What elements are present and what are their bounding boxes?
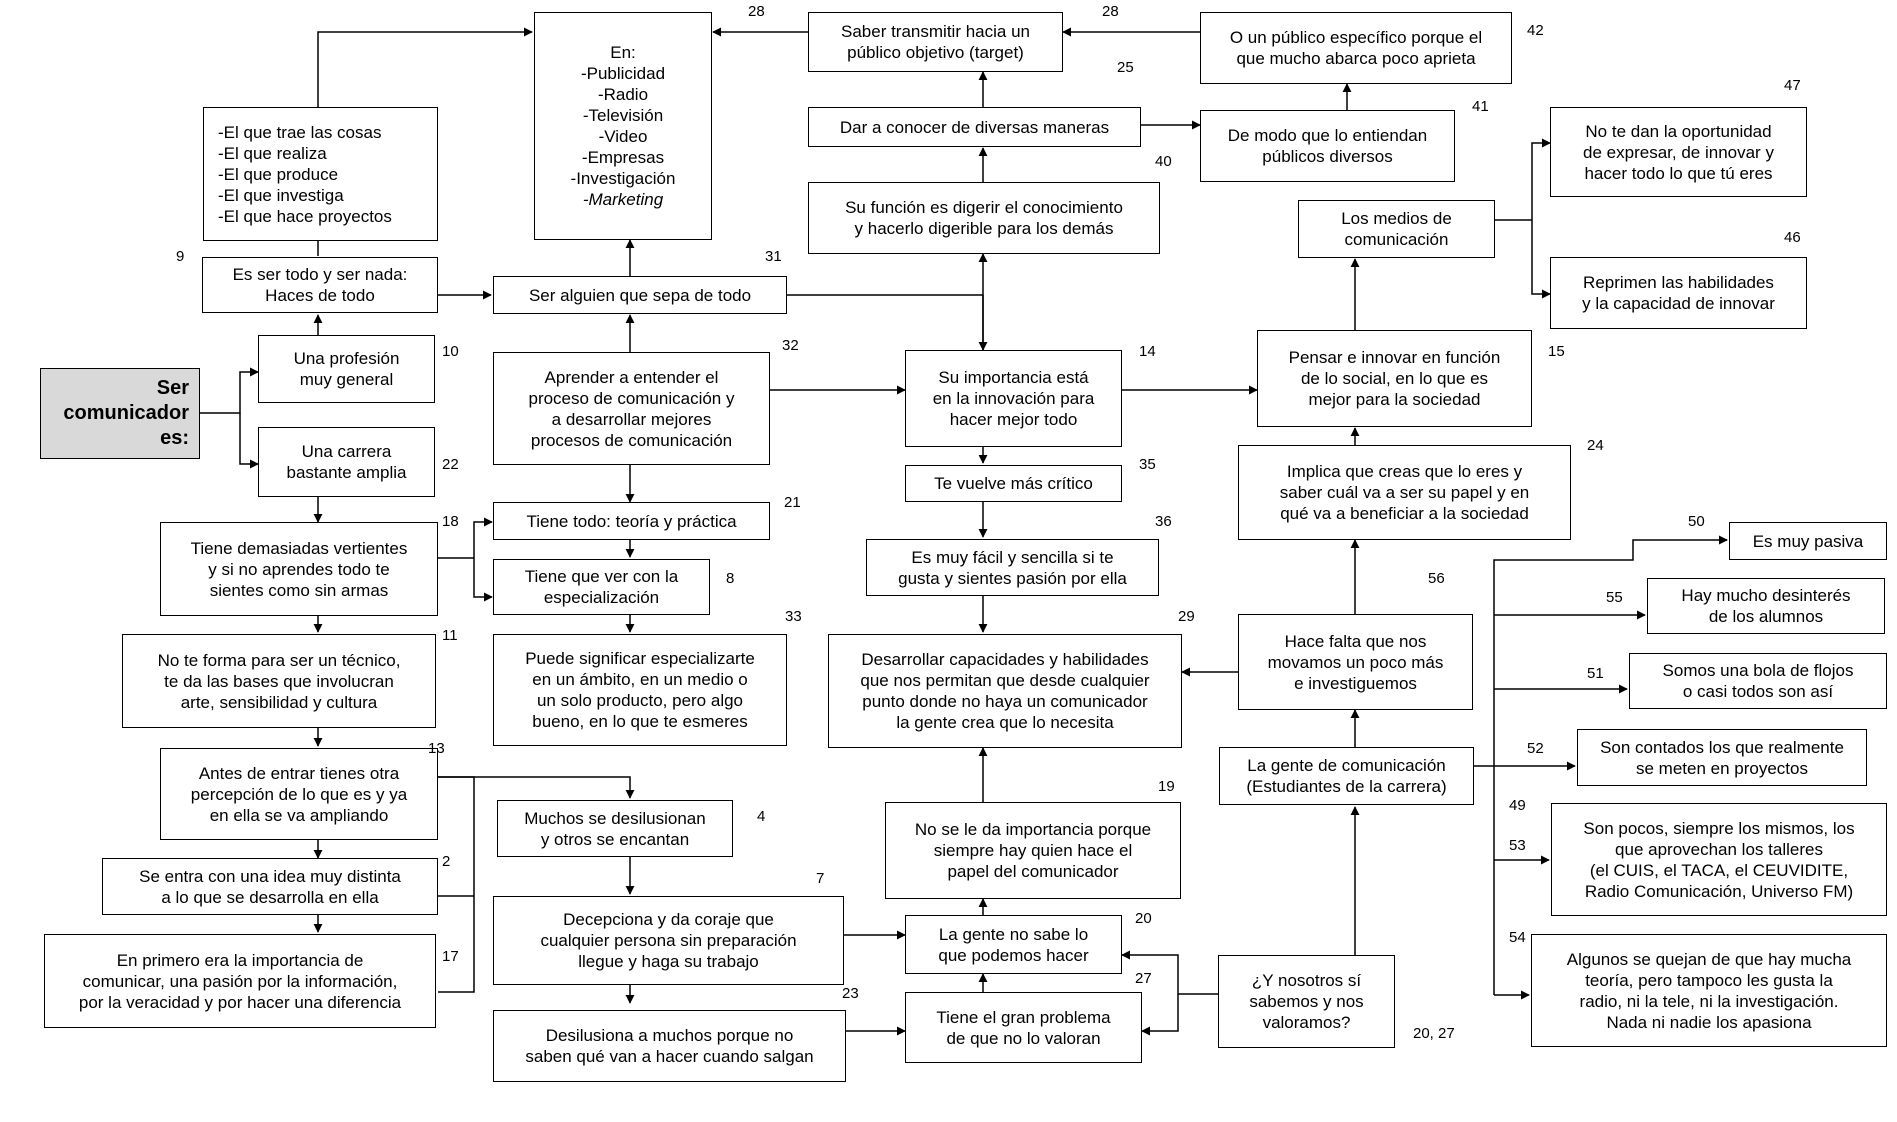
box-line: Es muy pasiva bbox=[1752, 531, 1864, 551]
box-muy-pasiva bbox=[1729, 522, 1887, 560]
edge-percepcion-desilusionan bbox=[438, 777, 630, 798]
box-line: -Marketing bbox=[582, 190, 664, 209]
box-el-que bbox=[203, 107, 438, 241]
box-ser-comunicador bbox=[40, 368, 200, 459]
box-especializacion bbox=[493, 559, 710, 615]
box-line: y la capacidad de innovar bbox=[1582, 294, 1775, 313]
node-number: 42 bbox=[1527, 22, 1544, 39]
box-line: Tiene que ver con la bbox=[524, 567, 679, 586]
node-number: 32 bbox=[782, 337, 799, 354]
box-idea-distinta bbox=[102, 858, 438, 915]
box-publico-especifico bbox=[1200, 12, 1512, 84]
box-line: -El que realiza bbox=[218, 143, 327, 163]
box-line: Tiene todo: teoría y práctica bbox=[526, 511, 737, 531]
box-desilusiona-muchos bbox=[493, 1010, 846, 1082]
box-line: llegue y haga su trabajo bbox=[578, 952, 759, 971]
box-line: bastante amplia bbox=[286, 463, 407, 482]
box-line: proceso de comunicación y bbox=[528, 388, 735, 408]
box-line: percepción de lo que es y ya bbox=[190, 784, 408, 804]
box-facil-sencilla bbox=[866, 539, 1159, 596]
box-line: Una carrera bbox=[301, 442, 392, 461]
box-line: de expresar, de innovar y bbox=[1583, 142, 1774, 162]
node-number: 25 bbox=[1117, 59, 1134, 76]
node-number: 55 bbox=[1606, 589, 1623, 606]
box-line: hacer mejor todo bbox=[949, 410, 1078, 429]
node-number: 15 bbox=[1548, 343, 1565, 360]
node-number: 56 bbox=[1428, 570, 1445, 587]
box-line: -Publicidad bbox=[580, 64, 666, 83]
box-line: No te dan la oportunidad bbox=[1585, 121, 1772, 141]
box-line: siempre hay quien hace el bbox=[933, 841, 1133, 860]
box-line: En: bbox=[610, 43, 636, 62]
box-medios-lista bbox=[534, 12, 712, 240]
node-number: 53 bbox=[1509, 837, 1526, 854]
node-number: 14 bbox=[1139, 343, 1156, 360]
box-line: No te forma para ser un técnico, bbox=[157, 650, 401, 670]
box-line: Nada ni nadie los apasiona bbox=[1606, 1012, 1812, 1032]
box-desilusionan bbox=[497, 800, 733, 857]
box-line: especialización bbox=[543, 588, 660, 607]
node-number: 13 bbox=[428, 740, 445, 757]
box-line: -Investigación bbox=[570, 169, 676, 188]
node-number: 40 bbox=[1155, 153, 1172, 170]
box-line: Reprimen las habilidades bbox=[1583, 273, 1774, 292]
node-number: 17 bbox=[442, 948, 459, 965]
box-reprimen bbox=[1550, 257, 1807, 329]
box-line: sientes como sin armas bbox=[209, 580, 389, 600]
box-quejan-teoria bbox=[1531, 934, 1887, 1047]
box-line: comunicador bbox=[63, 402, 189, 424]
box-line: Decepciona y da coraje que bbox=[563, 910, 774, 929]
node-number: 33 bbox=[785, 608, 802, 625]
box-line: valoramos? bbox=[1262, 1013, 1351, 1032]
box-line: -El que investiga bbox=[218, 185, 344, 205]
box-line: Aprender a entender el bbox=[544, 367, 719, 387]
box-line: papel del comunicador bbox=[947, 862, 1119, 881]
box-line: -Radio bbox=[597, 85, 649, 104]
node-number: 11 bbox=[442, 627, 458, 644]
edge-vertientes-especializacion bbox=[474, 558, 492, 597]
box-line: arte, sensibilidad y cultura bbox=[180, 692, 378, 712]
box-pensar-innovar bbox=[1257, 330, 1532, 427]
box-contados bbox=[1577, 729, 1867, 786]
box-line: que nos permitan que desde cualquier bbox=[860, 671, 1150, 690]
box-teoria-practica bbox=[493, 502, 770, 540]
box-line: la gente crea que lo necesita bbox=[896, 713, 1114, 732]
box-funcion-digerir bbox=[808, 182, 1160, 254]
box-line: Su importancia está bbox=[938, 368, 1089, 387]
box-line: Su función es digerir el conocimiento bbox=[845, 198, 1123, 217]
box-line: -Televisión bbox=[582, 106, 664, 125]
box-line: un solo producto, pero algo bbox=[536, 691, 744, 710]
box-antes-percepcion bbox=[160, 748, 438, 840]
node-number: 47 bbox=[1784, 77, 1801, 94]
box-line: Desilusiona a muchos porque no bbox=[545, 1026, 794, 1045]
node-number: 28 bbox=[748, 3, 765, 20]
box-line: a desarrollar mejores bbox=[551, 409, 712, 429]
node-number: 7 bbox=[816, 870, 825, 887]
box-line: bueno, en lo que te esmeres bbox=[532, 712, 748, 731]
box-line: sabemos y nos bbox=[1249, 992, 1364, 1011]
box-line: hacer todo lo que tú eres bbox=[1584, 163, 1773, 183]
box-no-tecnico bbox=[122, 634, 436, 728]
box-line: Saber transmitir hacia un bbox=[841, 22, 1030, 41]
box-line: Dar a conocer de diversas maneras bbox=[839, 117, 1110, 137]
box-line: procesos de comunicación bbox=[530, 430, 733, 450]
box-line: y hacerlo digerible para los demás bbox=[854, 219, 1114, 238]
node-number: 51 bbox=[1587, 665, 1604, 682]
node-number: 52 bbox=[1527, 740, 1544, 757]
box-line: Una profesión bbox=[293, 349, 400, 368]
box-modo-entiendan bbox=[1200, 110, 1455, 182]
box-line: mejor para la sociedad bbox=[1308, 390, 1481, 409]
box-line: Son contados los que realmente bbox=[1600, 737, 1844, 757]
box-line: público objetivo (target) bbox=[847, 43, 1024, 62]
node-number: 28 bbox=[1102, 3, 1119, 20]
box-line: O un público específico porque el bbox=[1229, 28, 1483, 47]
node-number: 2 bbox=[442, 853, 451, 870]
box-line: de los alumnos bbox=[1708, 607, 1824, 626]
box-line: De modo que lo entiendan bbox=[1227, 126, 1428, 145]
node-number: 49 bbox=[1509, 797, 1526, 814]
box-sepa-de-todo bbox=[493, 276, 787, 314]
edge-elque-medios bbox=[318, 32, 532, 107]
node-number: 41 bbox=[1472, 98, 1489, 115]
box-implica bbox=[1238, 445, 1571, 540]
node-number: 4 bbox=[757, 808, 766, 825]
box-line: Ser alguien que sepa de todo bbox=[528, 285, 752, 305]
box-demasiadas-vertientes bbox=[160, 522, 438, 616]
node-number: 23 bbox=[842, 985, 859, 1002]
box-line: por la veracidad y por hacer una diferencia bbox=[78, 992, 402, 1012]
node-number: 20 bbox=[1135, 910, 1152, 927]
box-line: Muchos se desilusionan bbox=[524, 808, 706, 828]
box-line: que mucho abarca poco aprieta bbox=[1236, 49, 1476, 68]
box-line: qué va a beneficiar a la sociedad bbox=[1280, 504, 1529, 523]
node-number: 31 bbox=[765, 248, 782, 265]
box-line: No se le da importancia porque bbox=[914, 820, 1152, 839]
box-line: En primero era la importancia de bbox=[116, 950, 364, 970]
box-line: -Empresas bbox=[581, 148, 665, 167]
box-line: en un ámbito, en un medio o bbox=[532, 670, 748, 689]
box-line: o casi todos son así bbox=[1682, 682, 1834, 701]
box-todo-y-nada bbox=[202, 257, 438, 313]
box-line: -El que hace proyectos bbox=[218, 206, 392, 226]
node-number: 50 bbox=[1688, 513, 1705, 530]
node-number: 54 bbox=[1509, 929, 1526, 946]
box-line: -El que produce bbox=[218, 164, 339, 184]
box-line: que aprovechan los talleres bbox=[1615, 839, 1823, 859]
box-line: Implica que creas que lo eres y bbox=[1286, 462, 1523, 481]
box-desinteres bbox=[1647, 578, 1885, 634]
edge-root-carrera bbox=[240, 413, 258, 464]
box-line: Hace falta que nos bbox=[1284, 631, 1427, 651]
box-especializarte bbox=[493, 634, 787, 746]
box-aprender-entender bbox=[493, 352, 770, 465]
box-line: Los medios de bbox=[1341, 209, 1452, 228]
node-number: 20, 27 bbox=[1413, 1025, 1455, 1042]
box-line: comunicar, una pasión por la información, bbox=[82, 971, 398, 991]
box-line: radio, ni la tele, ni la investigación. bbox=[1579, 991, 1839, 1011]
box-no-importancia bbox=[885, 802, 1181, 899]
box-line: movamos un poco más bbox=[1267, 652, 1444, 672]
box-line: teoría, pero tampoco les gusta la bbox=[1585, 970, 1833, 990]
box-line: Radio Comunicación, Universo FM) bbox=[1584, 881, 1854, 901]
box-line: Es ser todo y ser nada: bbox=[232, 265, 408, 284]
box-gente-comunicacion bbox=[1219, 747, 1474, 805]
box-line: y otros se encantan bbox=[540, 829, 690, 849]
box-son-pocos bbox=[1551, 803, 1887, 916]
node-number: 22 bbox=[442, 456, 459, 473]
box-dar-a-conocer bbox=[808, 107, 1141, 147]
box-line: comunicación bbox=[1344, 230, 1449, 249]
box-line: Antes de entrar tienes otra bbox=[198, 763, 400, 783]
box-line: Algunos se quejan de que hay mucha bbox=[1566, 949, 1852, 969]
box-line: Es muy fácil y sencilla si te bbox=[911, 547, 1114, 567]
edge-losmedios-reprimen bbox=[1532, 220, 1550, 294]
box-saber-transmitir bbox=[808, 12, 1063, 72]
node-number: 10 bbox=[442, 343, 459, 360]
box-line: punto donde no haya un comunicador bbox=[862, 692, 1148, 711]
box-line: Pensar e innovar en función bbox=[1288, 348, 1501, 367]
node-number: 19 bbox=[1158, 778, 1175, 795]
node-number: 29 bbox=[1178, 608, 1195, 625]
box-no-sabe bbox=[905, 915, 1122, 974]
box-line: Haces de todo bbox=[265, 286, 375, 305]
edge-losmedios-oportunidad bbox=[1532, 143, 1550, 220]
box-line: Se entra con una idea muy distinta bbox=[139, 866, 401, 886]
node-number: 24 bbox=[1587, 437, 1604, 454]
node-number: 36 bbox=[1155, 513, 1172, 530]
box-line: La gente no sabe lo bbox=[938, 924, 1089, 944]
box-line: gusta y sientes pasión por ella bbox=[898, 568, 1127, 588]
box-line: Te vuelve más crítico bbox=[934, 474, 1093, 493]
box-line: públicos diversos bbox=[1262, 147, 1393, 166]
box-en-primero bbox=[44, 934, 436, 1028]
box-line: Tiene el gran problema bbox=[936, 1007, 1111, 1027]
box-carrera-amplia bbox=[258, 427, 435, 497]
box-line: de lo social, en lo que es bbox=[1300, 369, 1489, 388]
box-profesion-general bbox=[258, 335, 435, 403]
box-nosotros-valoramos bbox=[1218, 955, 1395, 1048]
box-desarrollar-capacidades bbox=[828, 634, 1182, 748]
box-line: que podemos hacer bbox=[938, 945, 1089, 965]
node-number: 9 bbox=[176, 248, 185, 265]
node-number: 27 bbox=[1135, 970, 1152, 987]
box-line: (el CUIS, el TACA, el CEUVIDITE, bbox=[1589, 860, 1849, 880]
box-line: a lo que se desarrolla en ella bbox=[161, 887, 379, 907]
node-number: 21 bbox=[784, 494, 801, 511]
box-line: e investiguemos bbox=[1294, 673, 1417, 693]
box-gran-problema bbox=[905, 992, 1142, 1063]
box-line: de que no lo valoran bbox=[946, 1028, 1101, 1048]
box-line: Hay mucho desinterés bbox=[1681, 586, 1851, 605]
edge-nosotros-problema bbox=[1142, 994, 1178, 1031]
box-line: en ella se va ampliando bbox=[209, 805, 389, 825]
node-number: 46 bbox=[1784, 229, 1801, 246]
box-line: es: bbox=[160, 427, 189, 449]
box-line: saber cuál va a ser su papel y en bbox=[1279, 483, 1530, 502]
node-number: 35 bbox=[1139, 456, 1156, 473]
box-line: se meten en proyectos bbox=[1636, 758, 1808, 778]
box-movamos bbox=[1238, 614, 1473, 710]
node-number: 8 bbox=[726, 570, 735, 587]
box-line: La gente de comunicación bbox=[1247, 756, 1446, 775]
box-line: (Estudiantes de la carrera) bbox=[1246, 777, 1447, 796]
box-decepciona bbox=[493, 896, 844, 985]
box-line: -Video bbox=[598, 127, 648, 146]
box-bola-flojos bbox=[1629, 653, 1887, 709]
box-line: Somos una bola de flojos bbox=[1662, 661, 1854, 680]
box-line: -El que trae las cosas bbox=[218, 122, 382, 142]
box-line: Tiene demasiadas vertientes bbox=[190, 538, 408, 558]
box-mas-critico bbox=[905, 465, 1122, 502]
box-line: y si no aprendes todo te bbox=[208, 559, 390, 579]
box-line: Puede significar especializarte bbox=[525, 649, 755, 668]
edge-vertientes-teoria bbox=[474, 522, 492, 558]
box-line: saben qué van a hacer cuando salgan bbox=[525, 1047, 814, 1066]
box-line: te da las bases que involucran bbox=[164, 671, 394, 691]
box-importancia-innovacion bbox=[905, 350, 1122, 447]
box-line: ¿Y nosotros sí bbox=[1251, 971, 1362, 990]
box-line: en la innovación para bbox=[932, 389, 1095, 408]
box-los-medios bbox=[1298, 200, 1495, 258]
node-number: 18 bbox=[442, 513, 459, 530]
box-line: Son pocos, siempre los mismos, los bbox=[1583, 818, 1855, 838]
box-line: muy general bbox=[299, 370, 394, 389]
box-line: Ser bbox=[156, 377, 189, 399]
box-no-oportunidad bbox=[1550, 107, 1807, 197]
box-line: Desarrollar capacidades y habilidades bbox=[861, 650, 1149, 669]
box-line: cualquier persona sin preparación bbox=[540, 931, 797, 950]
edge-root-profesion bbox=[200, 372, 258, 413]
